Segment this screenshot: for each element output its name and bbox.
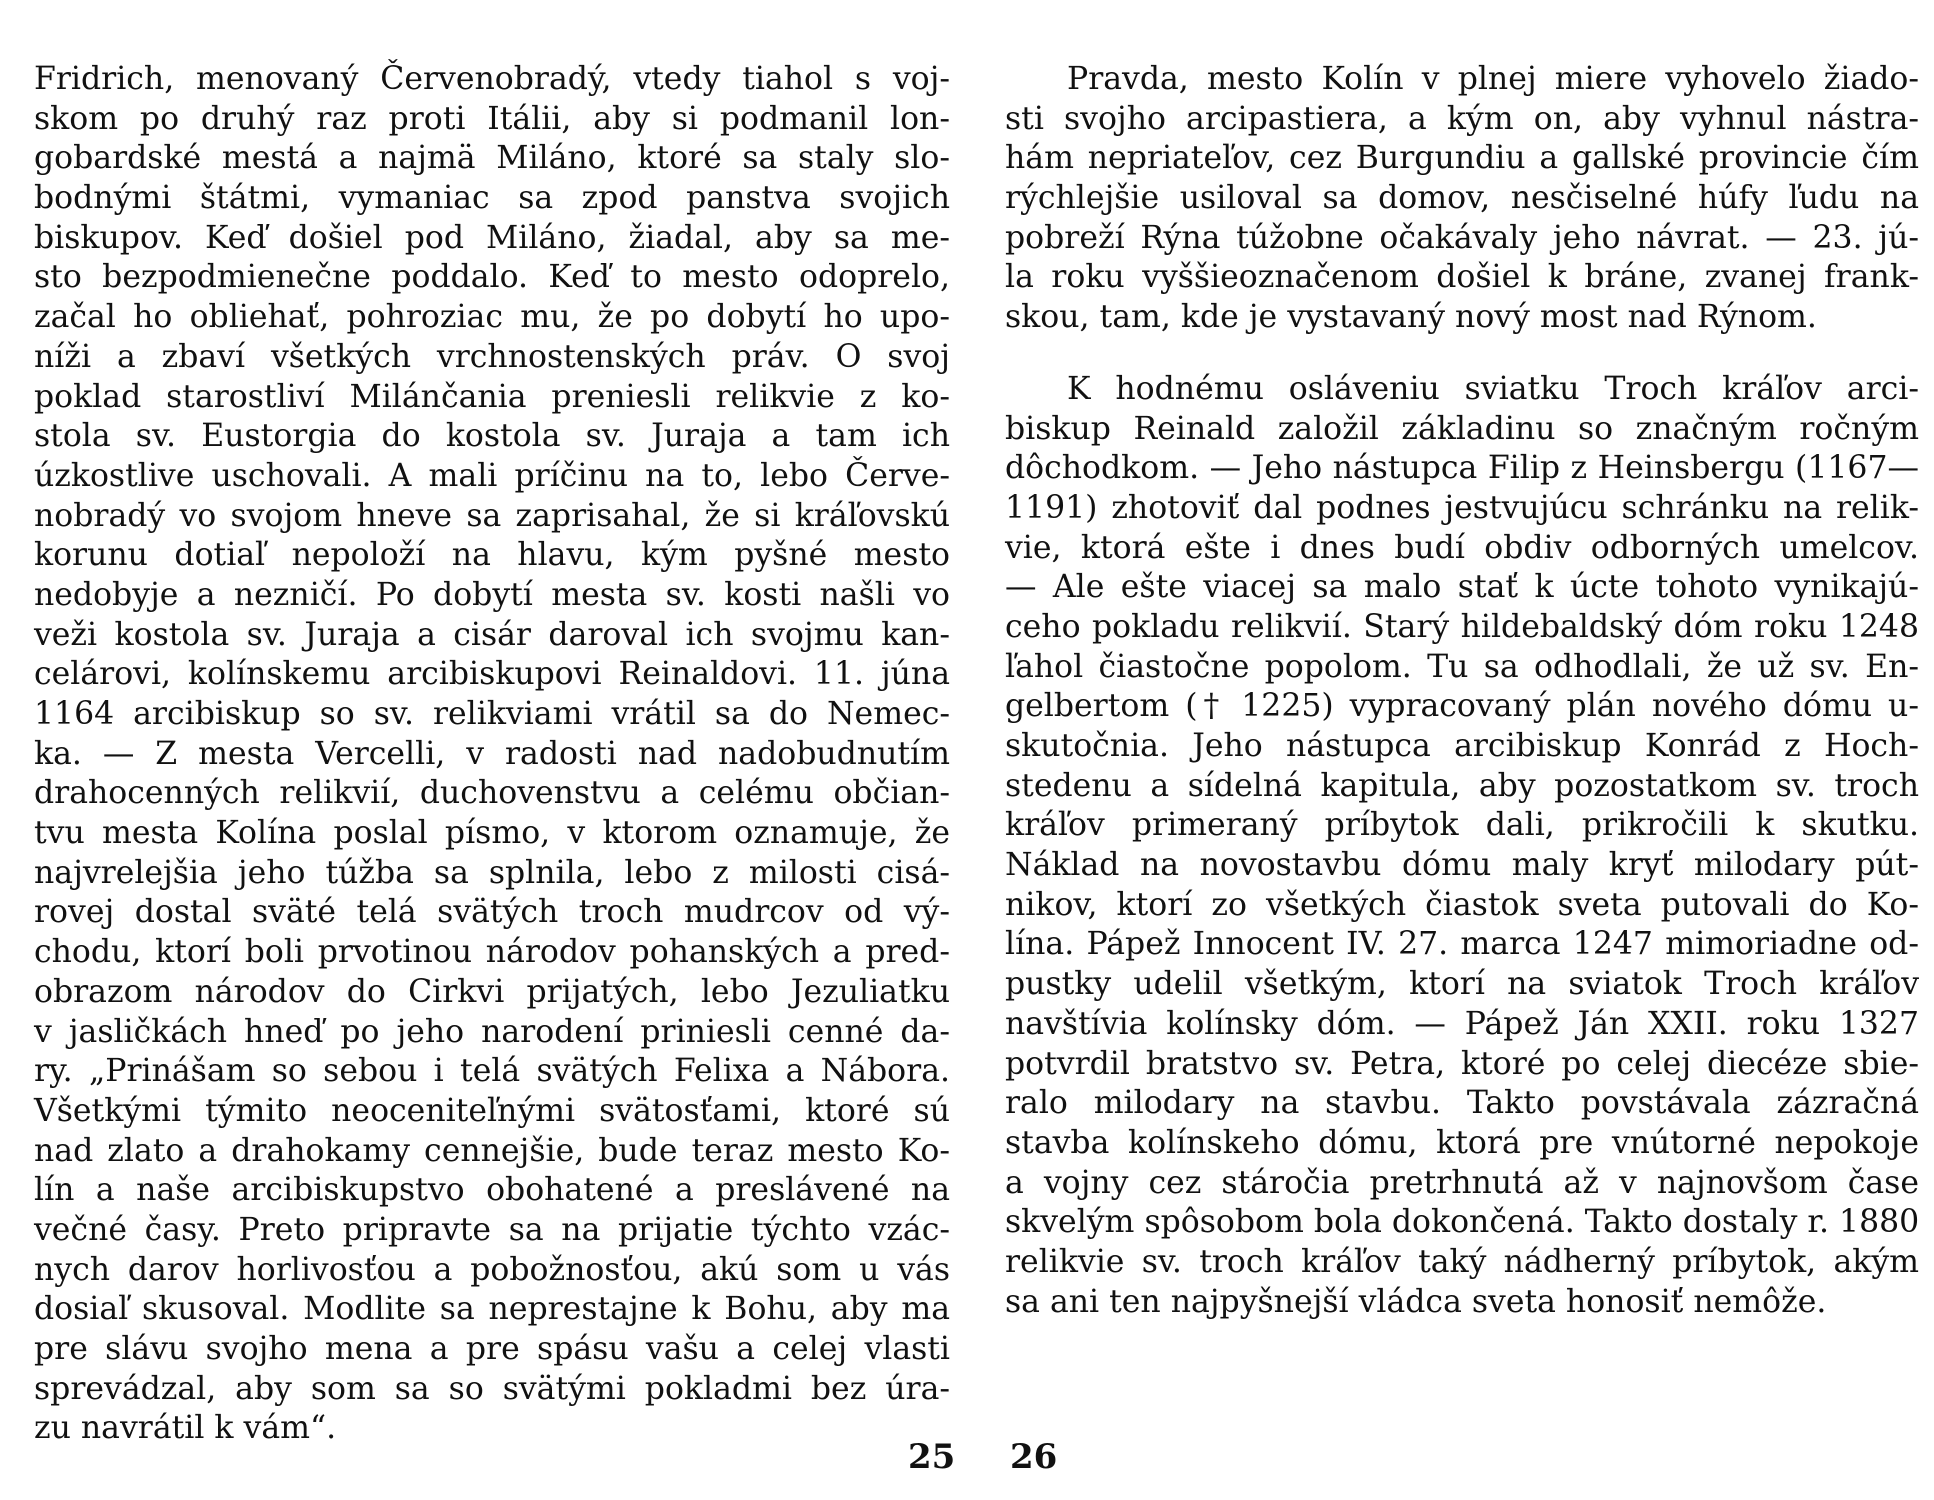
text-line: sa ani ten najpyšnejší vládca sveta honosiť nemôže. xyxy=(1005,1283,1827,1320)
left-page-text xyxy=(34,60,950,1449)
text-line: pobreží Rýna túžobne očakávaly jeho návrat. — 23. jú- xyxy=(1005,219,1919,256)
text-line: sto bezpodmienečne poddalo. Keď to mesto odoprelo, xyxy=(34,259,950,296)
text-line: sprevádzal, aby som sa so svätými pokladmi bez úra- xyxy=(34,1370,950,1407)
text-line: hám nepriateľov, cez Burgundiu a gallské provincie čím xyxy=(1005,140,1919,177)
text-line: Pravda, mesto Kolín v plnej miere vyhovelo žiado- xyxy=(1067,61,1919,97)
text-line: ceho pokladu relikvií. Starý hildebaldský dóm roku 1248 xyxy=(1005,608,1919,645)
text-line: sti svojho arcipastiera, a kým on, aby vyhnul nástra- xyxy=(1005,100,1919,137)
text-line: dosiaľ skusoval. Modlite sa neprestajne k Bohu, aby ma xyxy=(34,1291,950,1328)
text-line: v jasličkách hneď po jeho narodení priniesli cenné da- xyxy=(34,1013,950,1050)
text-line: celárovi, kolínskemu arcibiskupovi Reinaldovi. 11. júna xyxy=(34,656,950,693)
text-line: lín a naše arcibiskupstvo obohatené a preslávené na xyxy=(34,1172,950,1209)
text-line: nobradý vo svojom hneve sa zaprisahal, že si kráľovskú xyxy=(34,497,950,534)
text-line: nad zlato a drahokamy cennejšie, bude teraz mesto Ko- xyxy=(34,1132,950,1169)
text-line: skvelým spôsobom bola dokončená. Takto dostaly r. 1880 xyxy=(1005,1204,1920,1241)
right-page-text xyxy=(1005,60,1919,1322)
text-line: úzkostlive uschovali. A mali príčinu na to, lebo Červe- xyxy=(34,457,950,494)
text-line: najvrelejšia jeho túžba sa splnila, lebo z milosti cisá- xyxy=(34,854,950,891)
text-line: lína. Pápež Innocent IV. 27. marca 1247 mimoriadne od- xyxy=(1005,926,1919,963)
text-line: 1164 arcibiskup so sv. relikviami vrátil sa do Nemec- xyxy=(34,696,950,732)
text-line: bodnými štátmi, vymaniac sa zpod panstva svojich xyxy=(34,180,950,217)
text-line: ľahol čiastočne popolom. Tu sa odhodlali, že už sv. En- xyxy=(1005,648,1919,685)
page-number-left: 25 xyxy=(908,1437,956,1477)
text-line: zu navrátil k vám“. xyxy=(34,1410,337,1447)
text-line: Náklad na novostavbu dómu maly kryť milodary pút- xyxy=(1005,847,1919,884)
text-line: K hodnému osláveniu sviatku Troch kráľov arci- xyxy=(1067,370,1919,407)
text-line: navštívia kolínsky dóm. — Pápež Ján XXII. roku 1327 xyxy=(1005,1005,1919,1042)
text-line: gelbertom († 1225) vypracovaný plán nového dómu u- xyxy=(1005,688,1919,725)
text-line: rovej dostal sväté telá svätých troch mudrcov od vý- xyxy=(34,894,950,931)
text-line: nych darov horlivosťou a pobožnosťou, akú som u vás xyxy=(34,1251,950,1288)
text-line: večné časy. Preto pripravte sa na prijatie týchto vzác- xyxy=(34,1211,950,1248)
text-line: biskupov. Keď došiel pod Miláno, žiadal, aby sa me- xyxy=(34,219,950,256)
text-line: stola sv. Eustorgia do kostola sv. Juraja a tam ich xyxy=(34,418,950,455)
text-line: pre slávu svojho mena a pre spásu vašu a celej vlasti xyxy=(34,1331,950,1367)
text-line: nedobyje a nezničí. Po dobytí mesta sv. kosti našli vo xyxy=(34,576,950,613)
text-line: rýchlejšie usiloval sa domov, nesčiselné húfy ľudu na xyxy=(1005,180,1919,217)
text-line: kráľov primeraný príbytok dali, prikročili k skutku. xyxy=(1005,807,1919,844)
text-line: nikov, ktorí zo všetkých čiastok sveta putovali do Ko- xyxy=(1005,886,1919,923)
text-line: začal ho obliehať, pohroziac mu, že po dobytí ho upo- xyxy=(34,299,950,336)
paragraph-gap xyxy=(1005,338,1919,370)
text-line: vie, ktorá ešte i dnes budí obdiv odborných umelcov. xyxy=(1005,529,1919,566)
text-line: stedenu a sídelná kapitula, aby pozostatkom sv. troch xyxy=(1005,767,1919,804)
text-line: a vojny cez stáročia pretrhnutá až v najnovšom čase xyxy=(1005,1164,1919,1201)
text-line: poklad starostliví Milánčania preniesli relikvie z ko- xyxy=(34,378,950,415)
text-line: korunu dotiaľ nepoloží na hlavu, kým pyšné mesto xyxy=(34,537,950,574)
text-line: tvu mesta Kolína poslal písmo, v ktorom oznamuje, že xyxy=(34,815,950,852)
text-line: dôchodkom. — Jeho nástupca Filip z Heinsbergu (1167— xyxy=(1005,450,1919,487)
text-line: skutočnia. Jeho nástupca arcibiskup Konrád z Hoch- xyxy=(1005,728,1919,764)
text-line: biskup Reinald založil základinu so značným ročným xyxy=(1005,410,1919,447)
text-line: potvrdil bratstvo sv. Petra, ktoré po celej diecéze sbie- xyxy=(1005,1045,1919,1082)
page-number-right: 26 xyxy=(1010,1437,1058,1477)
text-line: ka. — Z mesta Vercelli, v radosti nad nadobudnutím xyxy=(34,735,950,772)
text-line: Všetkými týmito neoceniteľnými svätosťami, ktoré sú xyxy=(34,1092,950,1129)
text-line: stavba kolínskeho dómu, ktorá pre vnútorné nepokoje xyxy=(1005,1124,1919,1161)
text-line: Fridrich, menovaný Červenobradý, vtedy tiahol s voj- xyxy=(34,61,950,97)
text-line: la roku vyššieoznačenom došiel k bráne, zvanej frank- xyxy=(1005,259,1919,296)
text-line: chodu, ktorí boli prvotinou národov pohanských a pred- xyxy=(34,934,950,971)
text-line: obrazom národov do Cirkvi prijatých, lebo Jezuliatku xyxy=(34,973,950,1010)
text-line: skou, tam, kde je vystavaný nový most nad Rýnom. xyxy=(1005,299,1817,336)
text-line: gobardské mestá a najmä Miláno, ktoré sa staly slo- xyxy=(34,140,950,177)
text-line: drahocenných relikvií, duchovenstvu a celému občian- xyxy=(34,775,950,812)
text-line: ralo milodary na stavbu. Takto povstávala zázračná xyxy=(1005,1085,1919,1122)
text-line: níži a zbaví všetkých vrchnostenských práv. O svoj xyxy=(34,338,950,375)
text-line: skom po druhý raz proti Itálii, aby si podmanil lon- xyxy=(34,100,950,137)
text-line: ry. „Prinášam so sebou i telá svätých Felixa a Nábora. xyxy=(34,1053,950,1090)
text-line: — Ale ešte viacej sa malo stať k úcte tohoto vynikajú- xyxy=(1005,569,1919,606)
text-line: pustky udelil všetkým, ktorí na sviatok Troch kráľov xyxy=(1005,966,1919,1003)
text-line: 1191) zhotoviť dal podnes jestvujúcu schránku na relik- xyxy=(1005,489,1919,526)
text-line: relikvie sv. troch kráľov taký nádherný príbytok, akým xyxy=(1005,1243,1919,1280)
text-line: veži kostola sv. Juraja a cisár daroval ich svojmu kan- xyxy=(34,616,950,653)
